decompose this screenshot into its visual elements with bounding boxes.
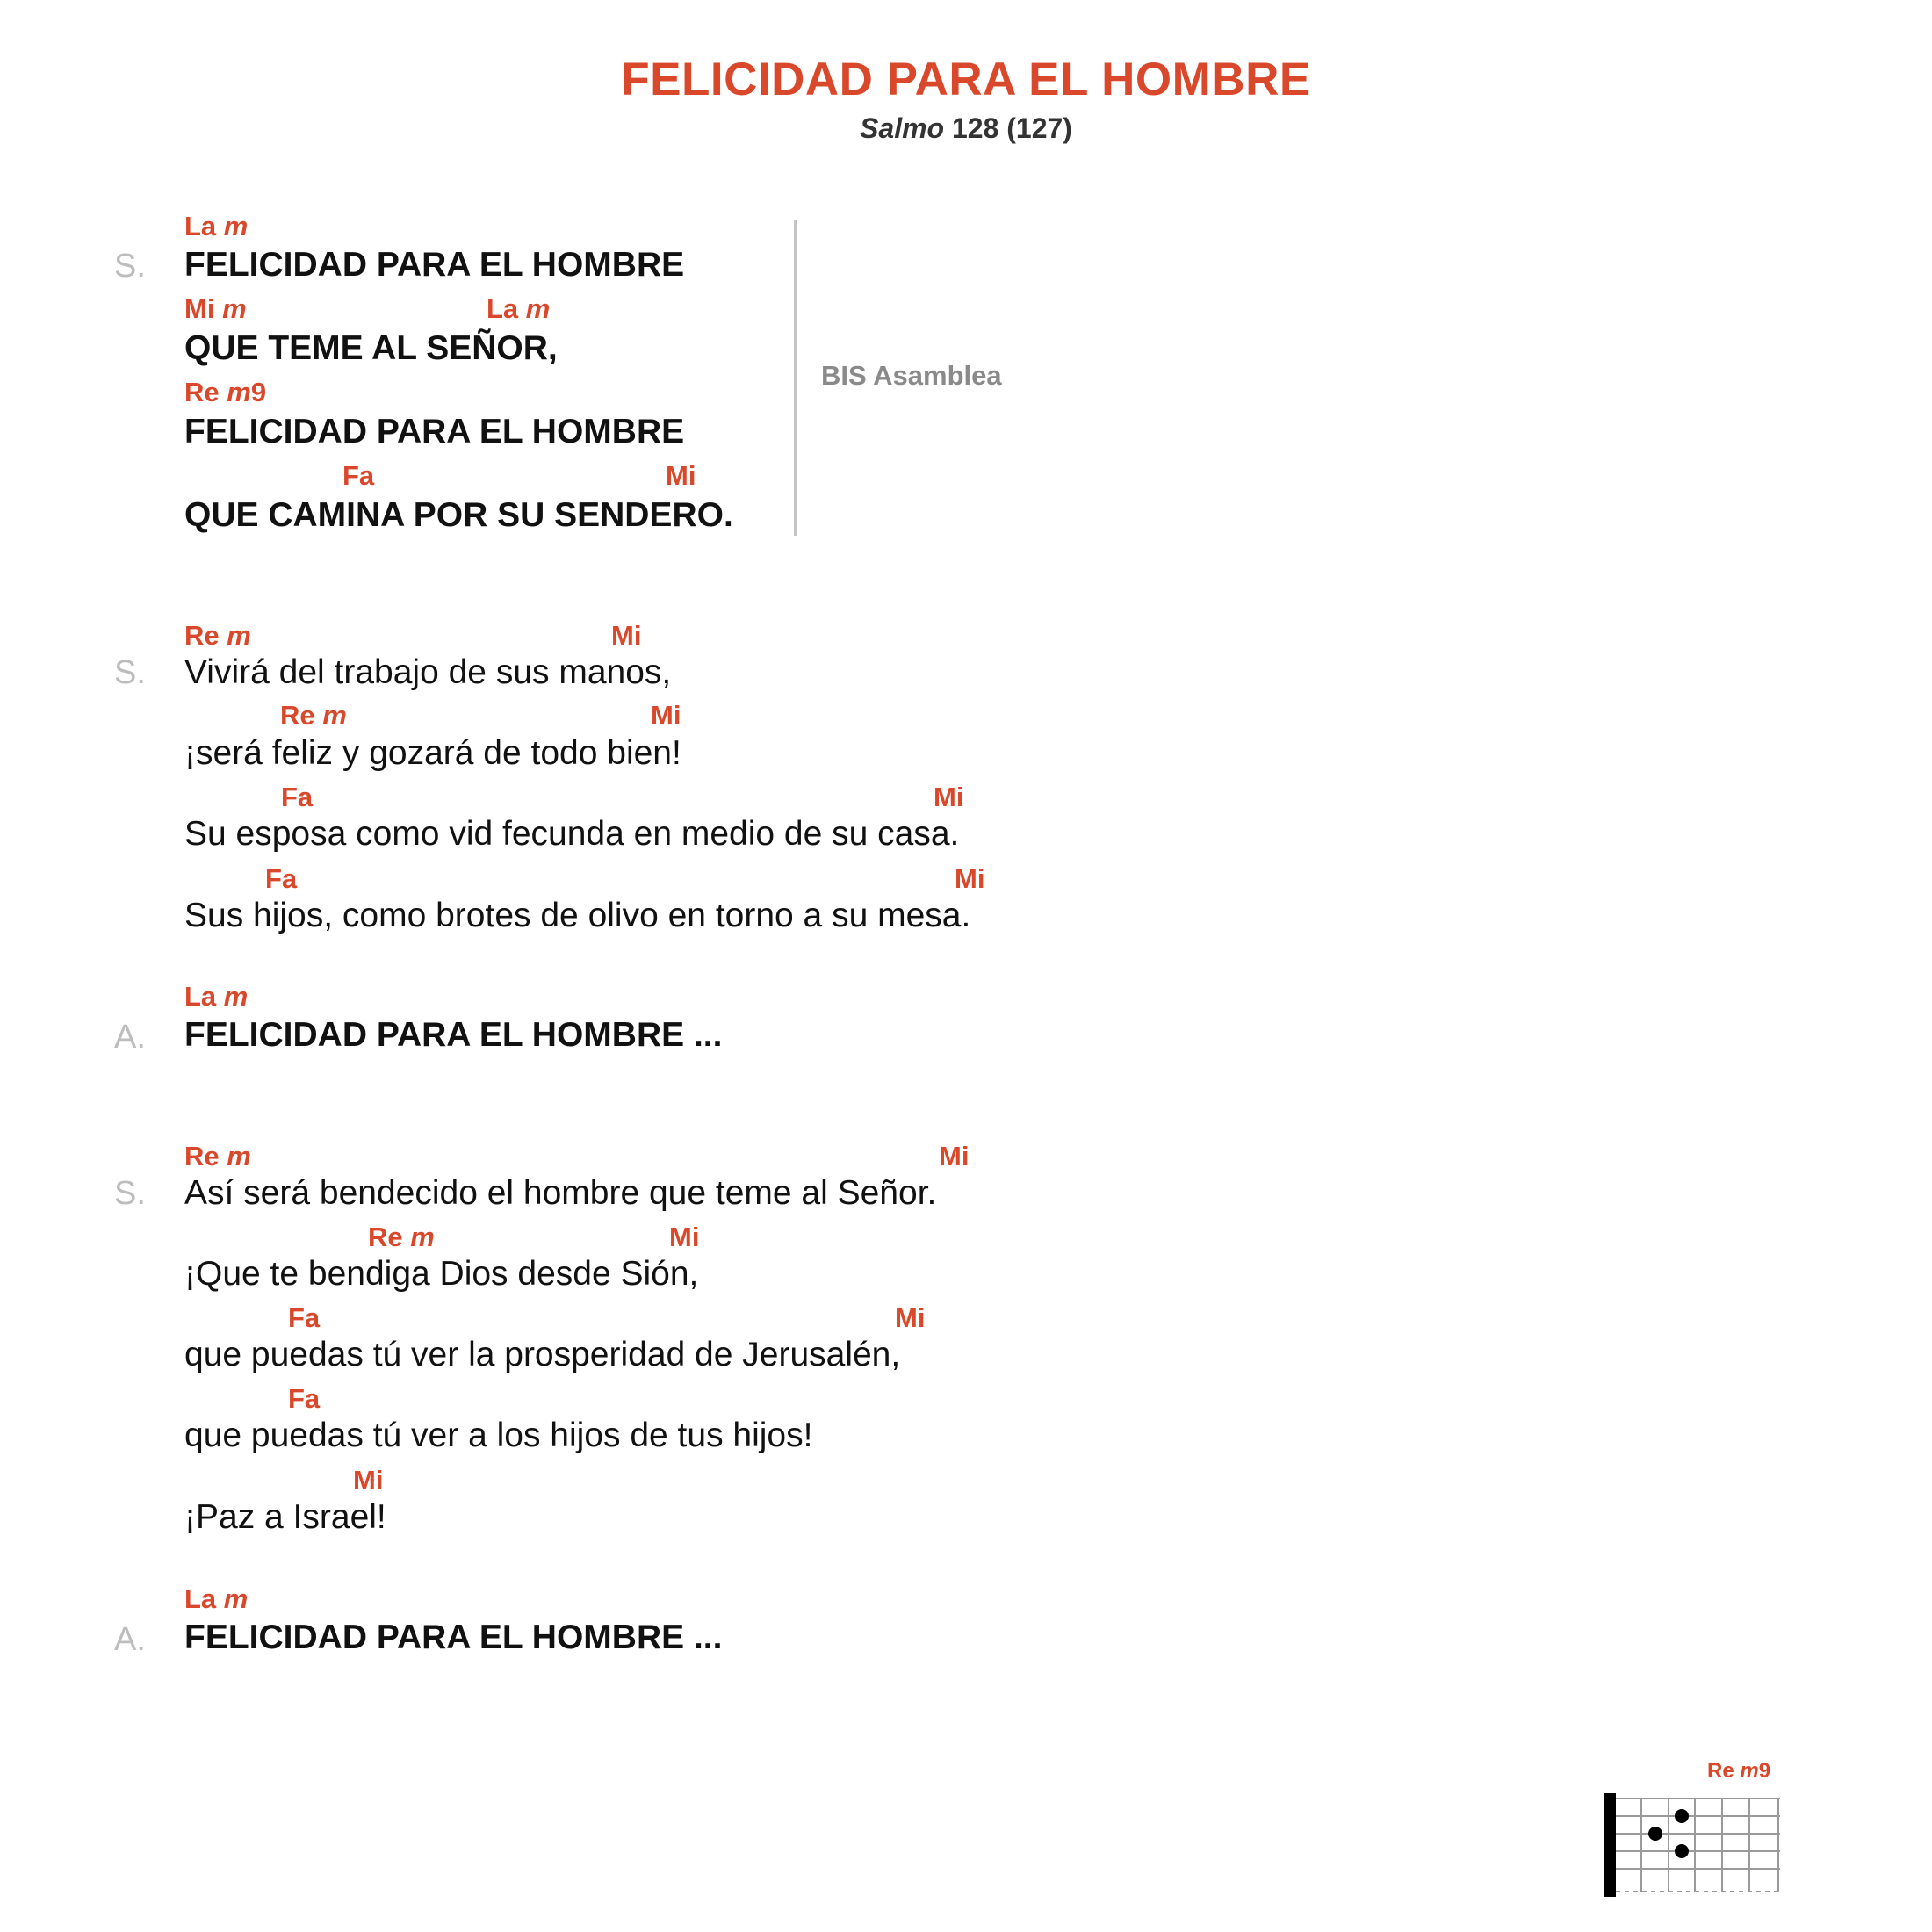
- chord-re-m9: Re m9: [184, 377, 267, 407]
- refrain-line-3: FELICIDAD PARA EL HOMBRE: [184, 413, 685, 451]
- chord-fa: Fa: [281, 782, 314, 812]
- chord-diagram-finger-dot: [1675, 1809, 1689, 1823]
- refrain-line-2: QUE TEME AL SEÑOR,: [184, 329, 558, 367]
- song-title: FELICIDAD PARA EL HOMBRE: [621, 54, 1311, 105]
- refrain-line-4: QUE CAMINA POR SU SENDERO.: [184, 496, 733, 534]
- chord-mi: Mi: [666, 460, 696, 491]
- chord-mi-m: Mi m: [184, 293, 247, 324]
- verse2-line-2: ¡Que te bendiga Dios desde Sión,: [184, 1255, 699, 1293]
- section-label-soloist: S.: [114, 1175, 146, 1212]
- chord-diagram-name: Re m9: [1707, 1759, 1771, 1783]
- chord-fa: Fa: [288, 1302, 321, 1333]
- section-label-soloist: S.: [114, 654, 146, 691]
- chord-mi: Mi: [939, 1141, 970, 1171]
- refrain-line-1: FELICIDAD PARA EL HOMBRE: [184, 246, 685, 284]
- assembly-refrain-2: FELICIDAD PARA EL HOMBRE ...: [184, 1618, 723, 1656]
- verse1-line-1: Vivirá del trabajo de sus manos,: [184, 653, 672, 691]
- subtitle-psalm-number: 128 (127): [944, 112, 1072, 144]
- chord-mi: Mi: [669, 1222, 700, 1252]
- chord-mi: Mi: [651, 700, 681, 731]
- chord-diagram-finger-dot: [1675, 1844, 1689, 1858]
- section-label-soloist: S.: [114, 248, 146, 285]
- assembly-refrain-1: FELICIDAD PARA EL HOMBRE ...: [184, 1016, 723, 1054]
- chord-la-m: La m: [487, 293, 551, 324]
- chord-mi: Mi: [611, 620, 642, 651]
- chord-fa: Fa: [342, 460, 375, 491]
- chord-mi: Mi: [353, 1465, 384, 1496]
- song-subtitle: [0, 112, 1932, 145]
- chord-la-m: La m: [184, 211, 249, 242]
- verse2-line-4: que puedas tú ver a los hijos de tus hijos!: [184, 1417, 813, 1454]
- verse2-line-3: que puedas tú ver la prosperidad de Jerusalén,: [184, 1336, 901, 1373]
- chord-re-m: Re m: [368, 1222, 435, 1252]
- section-label-assembly: A.: [114, 1621, 146, 1658]
- chord-re-m: Re m: [184, 1141, 251, 1171]
- chord-fa: Fa: [265, 863, 298, 894]
- bis-note: BIS Asamblea: [821, 360, 1002, 391]
- chord-la-m: La m: [184, 981, 249, 1012]
- chord-diagram-nut: [1604, 1793, 1616, 1897]
- verse2-line-1: Así será bendecido el hombre que teme al Señor.: [184, 1174, 937, 1212]
- bis-bracket-line: [794, 220, 797, 536]
- chord-diagram-finger-dot: [1648, 1827, 1662, 1841]
- chord-re-m: Re m: [184, 620, 251, 651]
- chord-re-m: Re m: [280, 700, 347, 731]
- chord-diagram-re-m9: [1603, 1790, 1787, 1913]
- section-label-assembly: A.: [114, 1019, 146, 1056]
- verse2-line-5: ¡Paz a Israel!: [184, 1498, 386, 1536]
- subtitle-psalm-word: Salmo: [860, 112, 945, 144]
- verse1-line-2: ¡será feliz y gozará de todo bien!: [184, 734, 681, 772]
- chord-mi: Mi: [895, 1302, 926, 1333]
- verse1-line-3: Su esposa como vid fecunda en medio de su casa.: [184, 815, 960, 853]
- chord-mi: Mi: [955, 863, 985, 894]
- chord-fa: Fa: [288, 1383, 321, 1414]
- chord-la-m: La m: [184, 1583, 249, 1614]
- chord-mi: Mi: [934, 782, 964, 812]
- verse1-line-4: Sus hijos, como brotes de olivo en torno a su mesa.: [184, 897, 971, 934]
